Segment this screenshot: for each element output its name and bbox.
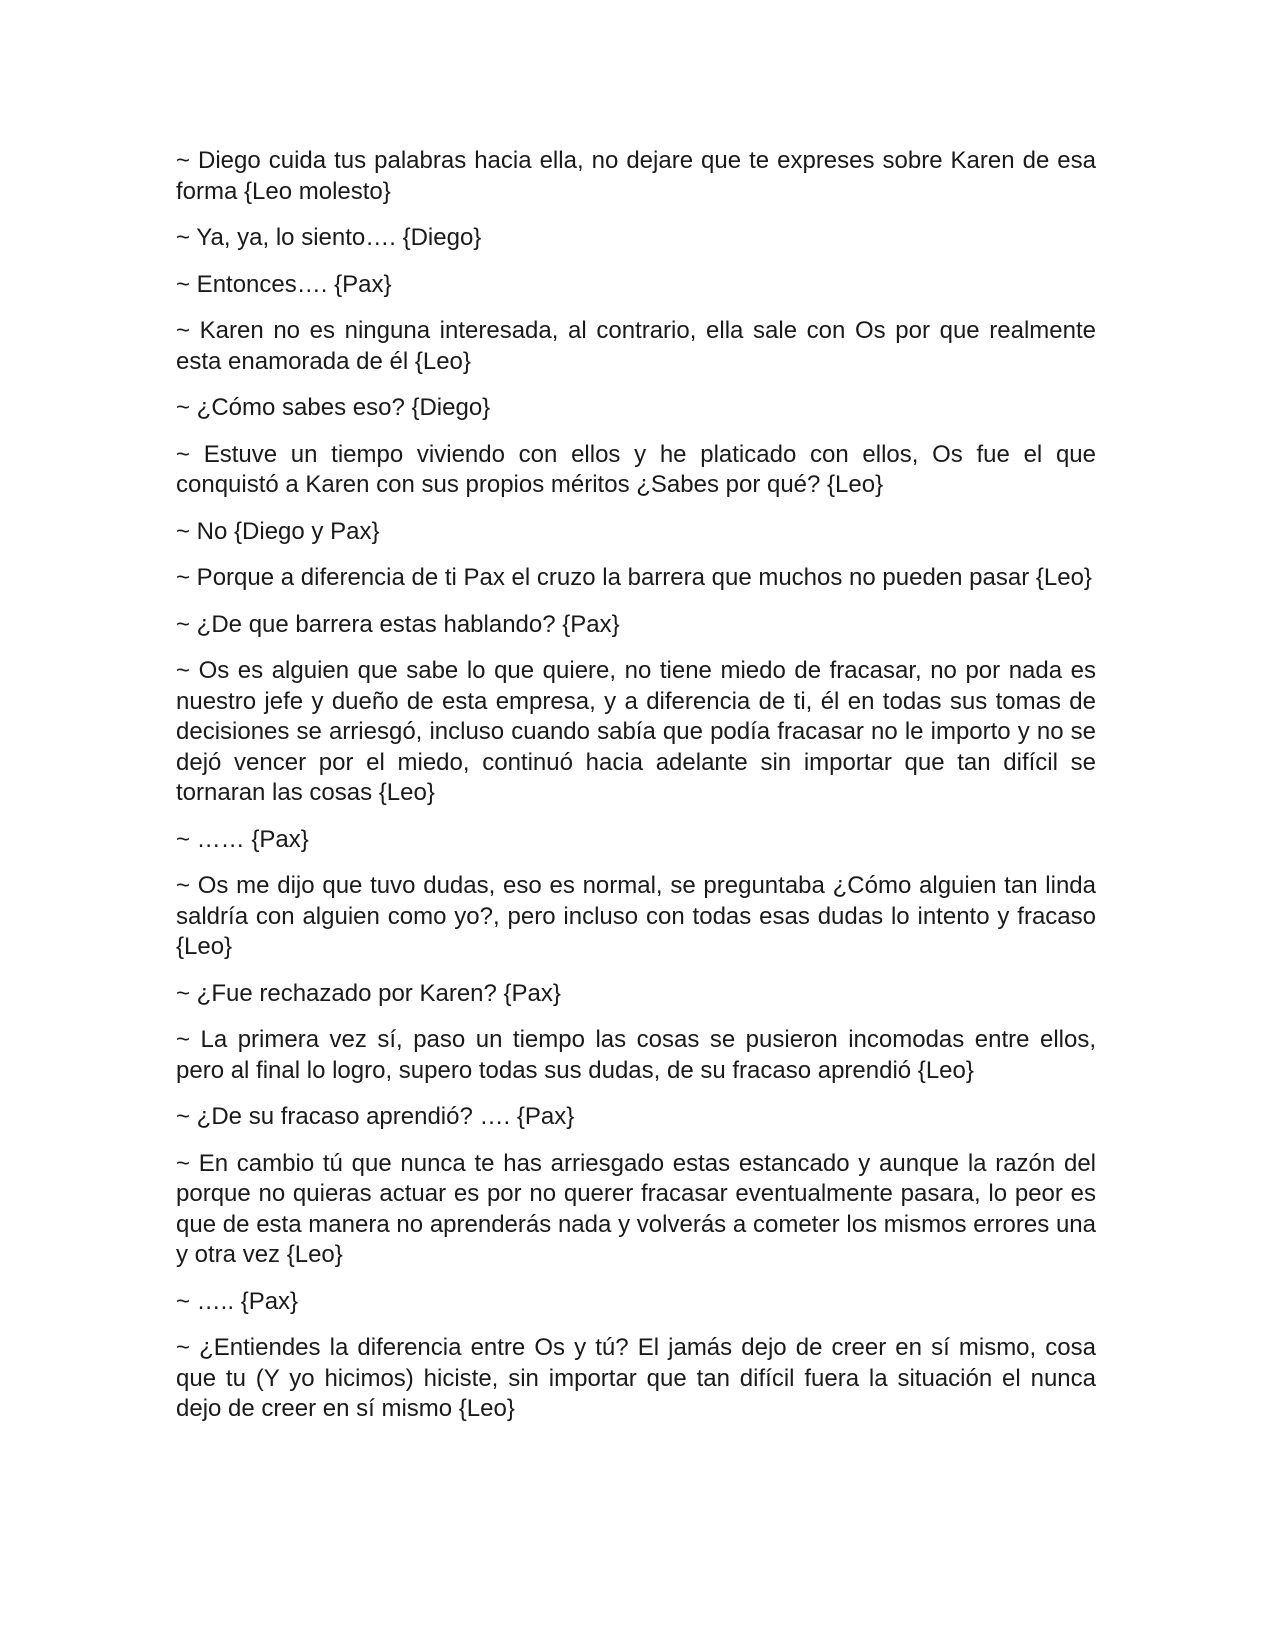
dialogue-paragraph: ~ Os es alguien que sabe lo que quiere, no tiene miedo de fracasar, no por nada es nuestro jefe y dueño de esta empresa, y a diferencia de ti, él en todas sus tomas de decisiones se arriesgó, incluso cuando sabía que podía fracasar no le importo y no se dejó vencer por el miedo, continuó hacia adelante sin importar que tan difícil se tornaran las cosas {Leo} <box>176 657 1096 806</box>
dialogue-paragraph: ~ …… {Pax} <box>176 825 309 853</box>
dialogue-paragraph: ~ ¿De que barrera estas hablando? {Pax} <box>176 610 620 638</box>
dialogue-paragraph: ~ Entonces…. {Pax} <box>176 270 392 298</box>
dialogue-paragraph: ~ En cambio tú que nunca te has arriesgado estas estancado y aunque la razón del porque no quieras actuar es por no querer fracasar eventualmente pasara, lo peor es que de esta manera no aprenderás nada y volverás a cometer los mismos errores una y otra vez {Leo} <box>176 1149 1096 1268</box>
dialogue-paragraph: ~ Os me dijo que tuvo dudas, eso es normal, se preguntaba ¿Cómo alguien tan linda saldría con alguien como yo?, pero incluso con todas esas dudas lo intento y fracaso {Leo} <box>176 872 1096 960</box>
dialogue-paragraph: ~ Diego cuida tus palabras hacia ella, no dejare que te expreses sobre Karen de esa forma {Leo molesto} <box>176 147 1096 205</box>
dialogue-paragraph: ~ ¿Fue rechazado por Karen? {Pax} <box>176 979 561 1007</box>
dialogue-paragraph: ~ Ya, ya, lo siento…. {Diego} <box>176 224 482 251</box>
dialogue-paragraph: ~ La primera vez sí, paso un tiempo las cosas se pusieron incomodas entre ellos, pero al final lo logro, supero todas sus dudas, de su fracaso aprendió {Leo} <box>176 1026 1096 1084</box>
dialogue-paragraph: ~ ¿De su fracaso aprendió? …. {Pax} <box>176 1103 575 1130</box>
dialogue-paragraph: ~ ¿Entiendes la diferencia entre Os y tú? El jamás dejo de creer en sí mismo, cosa que tu (Y yo hicimos) hiciste, sin importar que tan difícil fuera la situación el nunca dejo de creer en sí mismo {Leo} <box>176 1334 1096 1422</box>
dialogue-paragraph: ~ ….. {Pax} <box>176 1287 299 1315</box>
dialogue-paragraph: ~ No {Diego y Pax} <box>176 517 380 545</box>
dialogue-paragraph: ~ Estuve un tiempo viviendo con ellos y he platicado con ellos, Os fue el que conquistó a Karen con sus propios méritos ¿Sabes por qué? {Leo} <box>176 440 1096 498</box>
dialogue-paragraph: ~ Porque a diferencia de ti Pax el cruzo la barrera que muchos no pueden pasar {Leo} <box>176 564 1092 591</box>
dialogue-paragraph: ~ ¿Cómo sabes eso? {Diego} <box>176 394 491 421</box>
document-page <box>176 146 1096 1425</box>
dialogue-paragraph: ~ Karen no es ninguna interesada, al contrario, ella sale con Os por que realmente esta enamorada de él {Leo} <box>176 317 1096 375</box>
